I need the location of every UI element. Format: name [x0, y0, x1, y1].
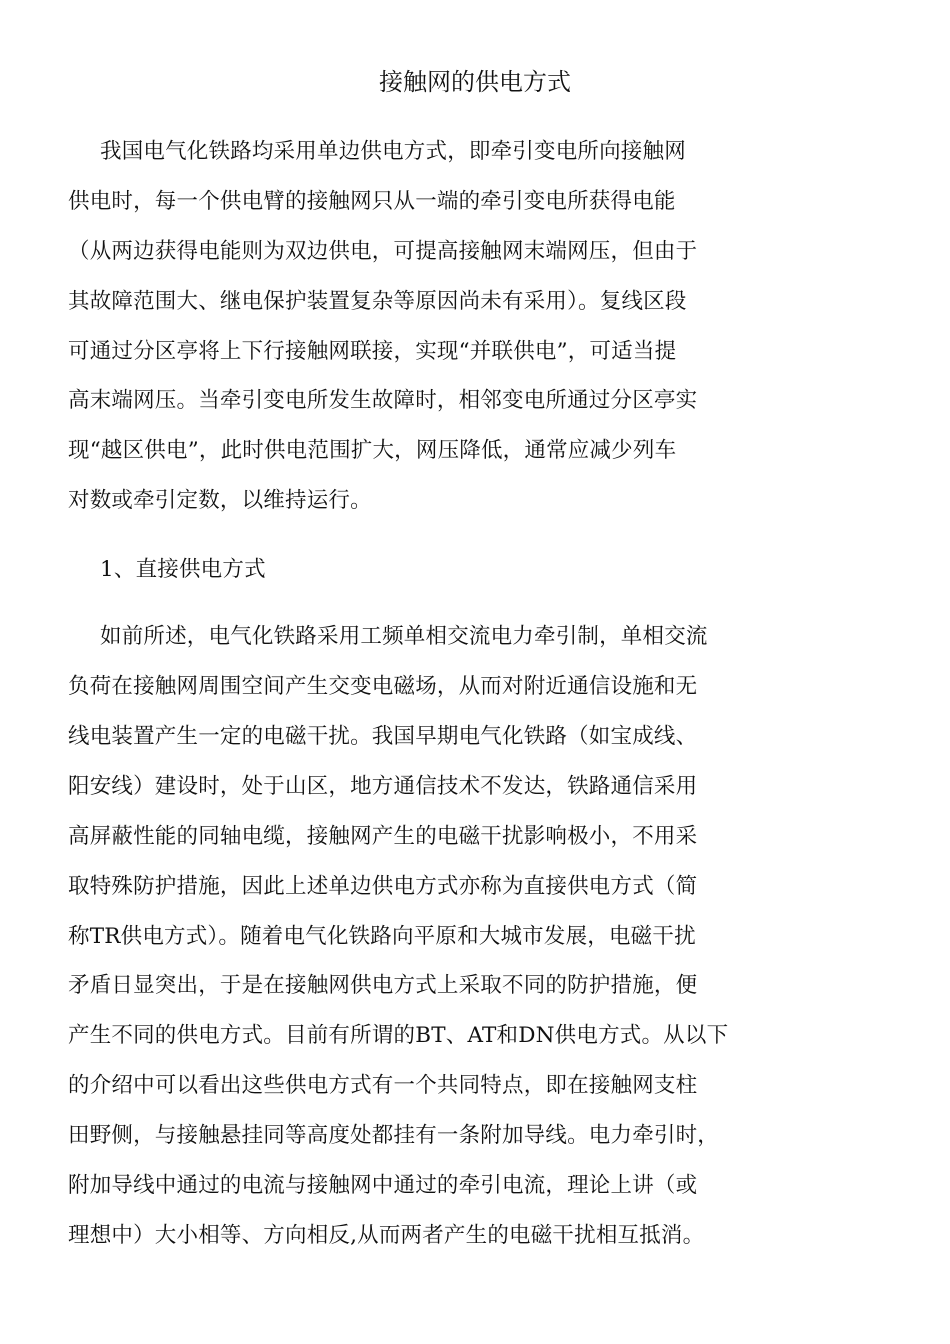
paragraph-line: 高末端网压。当牵引变电所发生故障时，相邻变电所通过分区亭实 — [68, 388, 698, 413]
paragraph-line: 可通过分区亭将上下行接触网联接，实现“并联供电”，可适当提 — [68, 339, 677, 364]
paragraph-line: 阳安线）建设时，处于山区，地方通信技术不发达，铁路通信采用 — [68, 774, 698, 799]
paragraph-line: （从两边获得电能则为双边供电，可提高接触网末端网压，但由于 — [68, 239, 698, 264]
paragraph-line: 的介绍中可以看出这些供电方式有一个共同特点，即在接触网支柱 — [68, 1073, 698, 1098]
paragraph-line: 矛盾日显突出，于是在接触网供电方式上采取不同的防护措施，便 — [68, 973, 698, 998]
paragraph-line: 对数或牵引定数，以维持运行。 — [68, 488, 372, 513]
paragraph-line: 取特殊防护措施，因此上述单边供电方式亦称为直接供电方式（简 — [68, 874, 698, 899]
paragraph-line: 我国电气化铁路均采用单边供电方式，即牵引变电所向接触网 — [100, 139, 686, 164]
paragraph-line: 产生不同的供电方式。目前有所谓的BT、AT和DN供电方式。从以下 — [68, 1023, 729, 1048]
section-heading: 1、直接供电方式 — [100, 557, 266, 582]
paragraph-line: 负荷在接触网周围空间产生交变电磁场，从而对附近通信设施和无 — [68, 674, 698, 699]
paragraph-line: 附加导线中通过的电流与接触网中通过的牵引电流，理论上讲（或 — [68, 1173, 698, 1198]
paragraph-line: 线电装置产生一定的电磁干扰。我国早期电气化铁路（如宝成线、 — [68, 724, 698, 749]
paragraph-line: 理想中）大小相等、方向相反,从而两者产生的电磁干扰相互抵消。 — [68, 1223, 705, 1248]
paragraph-line: 称TR供电方式）。随着电气化铁路向平原和大城市发展，电磁干扰 — [68, 924, 696, 949]
paragraph-line: 如前所述，电气化铁路采用工频单相交流电力牵引制，单相交流 — [100, 624, 708, 649]
paragraph-line: 高屏蔽性能的同轴电缆，接触网产生的电磁干扰影响极小，不用采 — [68, 824, 698, 849]
paragraph-line: 田野侧，与接触悬挂同等高度处都挂有一条附加导线。电力牵引时， — [68, 1123, 720, 1148]
paragraph-line: 供电时，每一个供电臂的接触网只从一端的牵引变电所获得电能 — [68, 189, 676, 214]
paragraph-line: 现“越区供电”，此时供电范围扩大，网压降低，通常应减少列车 — [68, 438, 677, 463]
document-title: 接触网的供电方式 — [379, 68, 571, 96]
paragraph-line: 其故障范围大、继电保护装置复杂等原因尚未有采用）。复线区段 — [68, 289, 687, 314]
